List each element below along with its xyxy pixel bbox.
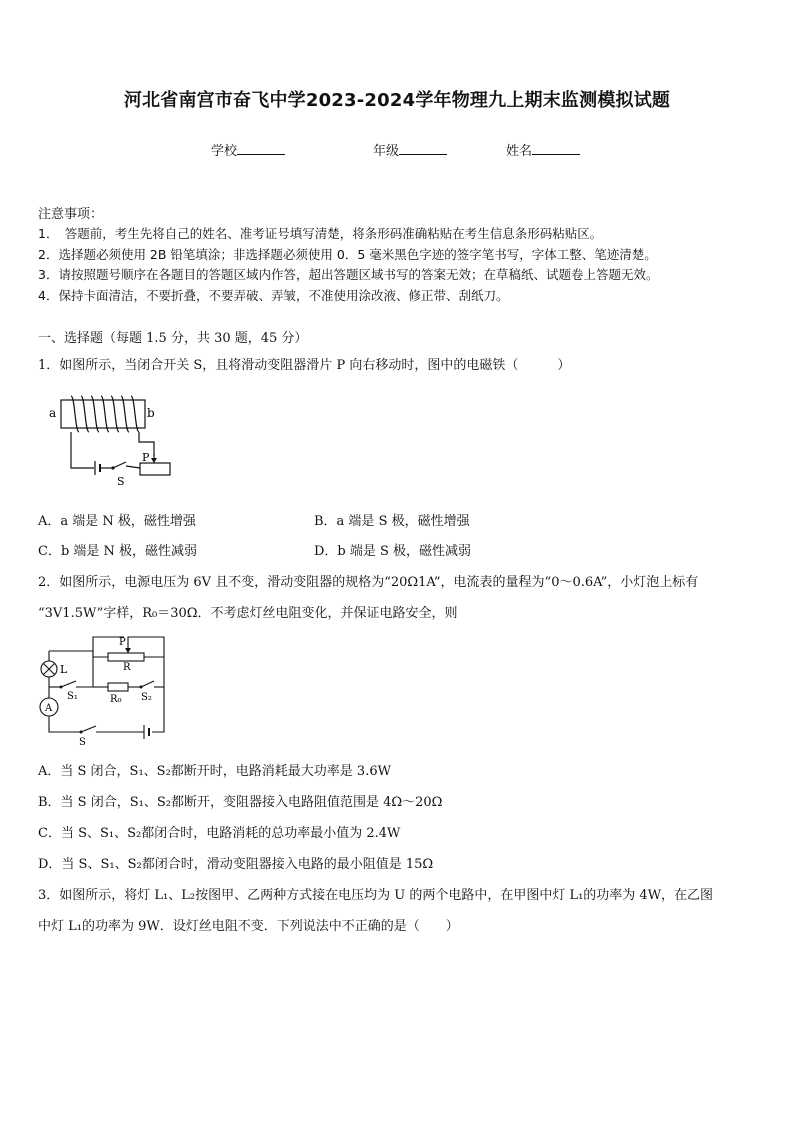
- grade-field[interactable]: [373, 140, 447, 159]
- notice-heading: 注意事项：: [38, 207, 104, 222]
- switch-s1-blade: [61, 681, 76, 687]
- q1-electromagnet-circuit-diagram: [44, 392, 180, 492]
- question-3-stem-line-2: 中灯 L₁的功率为 9W．设灯丝电阻不变．下列说法中不正确的是（ ）: [38, 919, 459, 934]
- question-2-stem-line-1: 2．如图所示，电源电压为 6V 且不变，滑动变阻器的规格为“20Ω1A”，电流表的量程为“0～0.6A”，小灯泡上标有: [38, 575, 699, 590]
- rheostat-R: [108, 653, 144, 661]
- grade-blank[interactable]: [399, 142, 447, 155]
- notice-item-1: 1． 答题前，考生先将自己的姓名、准考证号填写清楚，将条形码准确粘贴在考生信息条形码粘贴区。: [38, 226, 603, 241]
- school-field[interactable]: [211, 140, 285, 159]
- q1-option-a[interactable]: A．a 端是 N 极，磁性增强: [38, 514, 196, 529]
- resistor-R0: [108, 683, 128, 691]
- q1-option-d[interactable]: D．b 端是 S 极，磁性减弱: [314, 544, 472, 559]
- q2-option-b[interactable]: B．当 S 闭合，S₁、S₂都断开，变阻器接入电路阻值范围是 4Ω～20Ω: [38, 795, 443, 810]
- q2-option-d[interactable]: D．当 S、S₁、S₂都闭合时，滑动变阻器接入电路的最小阻值是 15Ω: [38, 857, 434, 872]
- label-p: P: [142, 451, 150, 464]
- switch-blade: [113, 462, 126, 468]
- q2-circuit-diagram: [36, 632, 172, 748]
- q1-option-c[interactable]: C．b 端是 N 极，磁性减弱: [38, 544, 198, 559]
- label-p: P: [119, 637, 126, 648]
- slider-arrow: [151, 458, 157, 463]
- coil: [71, 396, 139, 432]
- switch-s-blade: [81, 726, 96, 732]
- switch-s2-blade: [141, 681, 154, 687]
- label-s: S: [117, 475, 125, 488]
- q2-option-c[interactable]: C．当 S、S₁、S₂都闭合时，电路消耗的总功率最小值为 2.4W: [38, 826, 401, 841]
- q1-option-b[interactable]: B．a 端是 S 极，磁性增强: [314, 514, 470, 529]
- question-3-stem-line-1: 3．如图所示，将灯 L₁、L₂按图甲、乙两种方式接在电压均为 U 的两个电路中，在甲图中灯 L₁的功率为 4W，在乙图: [38, 888, 714, 903]
- label-l: L: [60, 663, 68, 676]
- label-a: a: [49, 406, 57, 420]
- label-b: b: [147, 406, 155, 420]
- label-r0: R₀: [110, 694, 122, 705]
- question-1-stem: 1．如图所示，当闭合开关 S，且将滑动变阻器滑片 P 向右移动时，图中的电磁铁（ ）: [38, 358, 571, 373]
- school-label: 学校: [211, 144, 238, 159]
- name-field[interactable]: [506, 140, 580, 159]
- section-title: 一、选择题（每题 1.5 分，共 30 题，45 分）: [38, 331, 308, 346]
- notice-item-4: 4．保持卡面清洁，不要折叠，不要弄破、弄皱，不准使用涂改液、修正带、刮纸刀。: [38, 288, 509, 303]
- notice-item-3: 3．请按照题号顺序在各题目的答题区域内作答，超出答题区域书写的答案无效；在草稿纸、试题卷上答题无效。: [38, 267, 659, 282]
- label-s1: S₁: [67, 691, 78, 702]
- page-title: 河北省南宫市奋飞中学2023-2024学年物理九上期末监测模拟试题: [123, 90, 671, 111]
- notice-item-2: 2．选择题必须使用 2B 铅笔填涂；非选择题必须使用 0．5 毫米黑色字迹的签字笔书写，字体工整、笔迹清楚。: [38, 247, 657, 262]
- name-blank[interactable]: [532, 142, 580, 155]
- question-2-stem-line-2: “3V1.5W”字样，R₀＝30Ω．不考虑灯丝电阻变化，并保证电路安全，则: [38, 606, 458, 621]
- rheostat-body: [140, 463, 170, 475]
- label-s: S: [79, 737, 86, 748]
- school-blank[interactable]: [237, 142, 285, 155]
- label-s2: S₂: [141, 692, 152, 703]
- label-r: R: [123, 662, 131, 673]
- name-label: 姓名: [506, 144, 533, 159]
- label-a: A: [45, 703, 53, 714]
- rheostat-P-arrow: [125, 648, 131, 653]
- grade-label: 年级: [373, 144, 400, 159]
- q2-option-a[interactable]: A．当 S 闭合，S₁、S₂都断开时，电路消耗最大功率是 3.6W: [38, 764, 391, 779]
